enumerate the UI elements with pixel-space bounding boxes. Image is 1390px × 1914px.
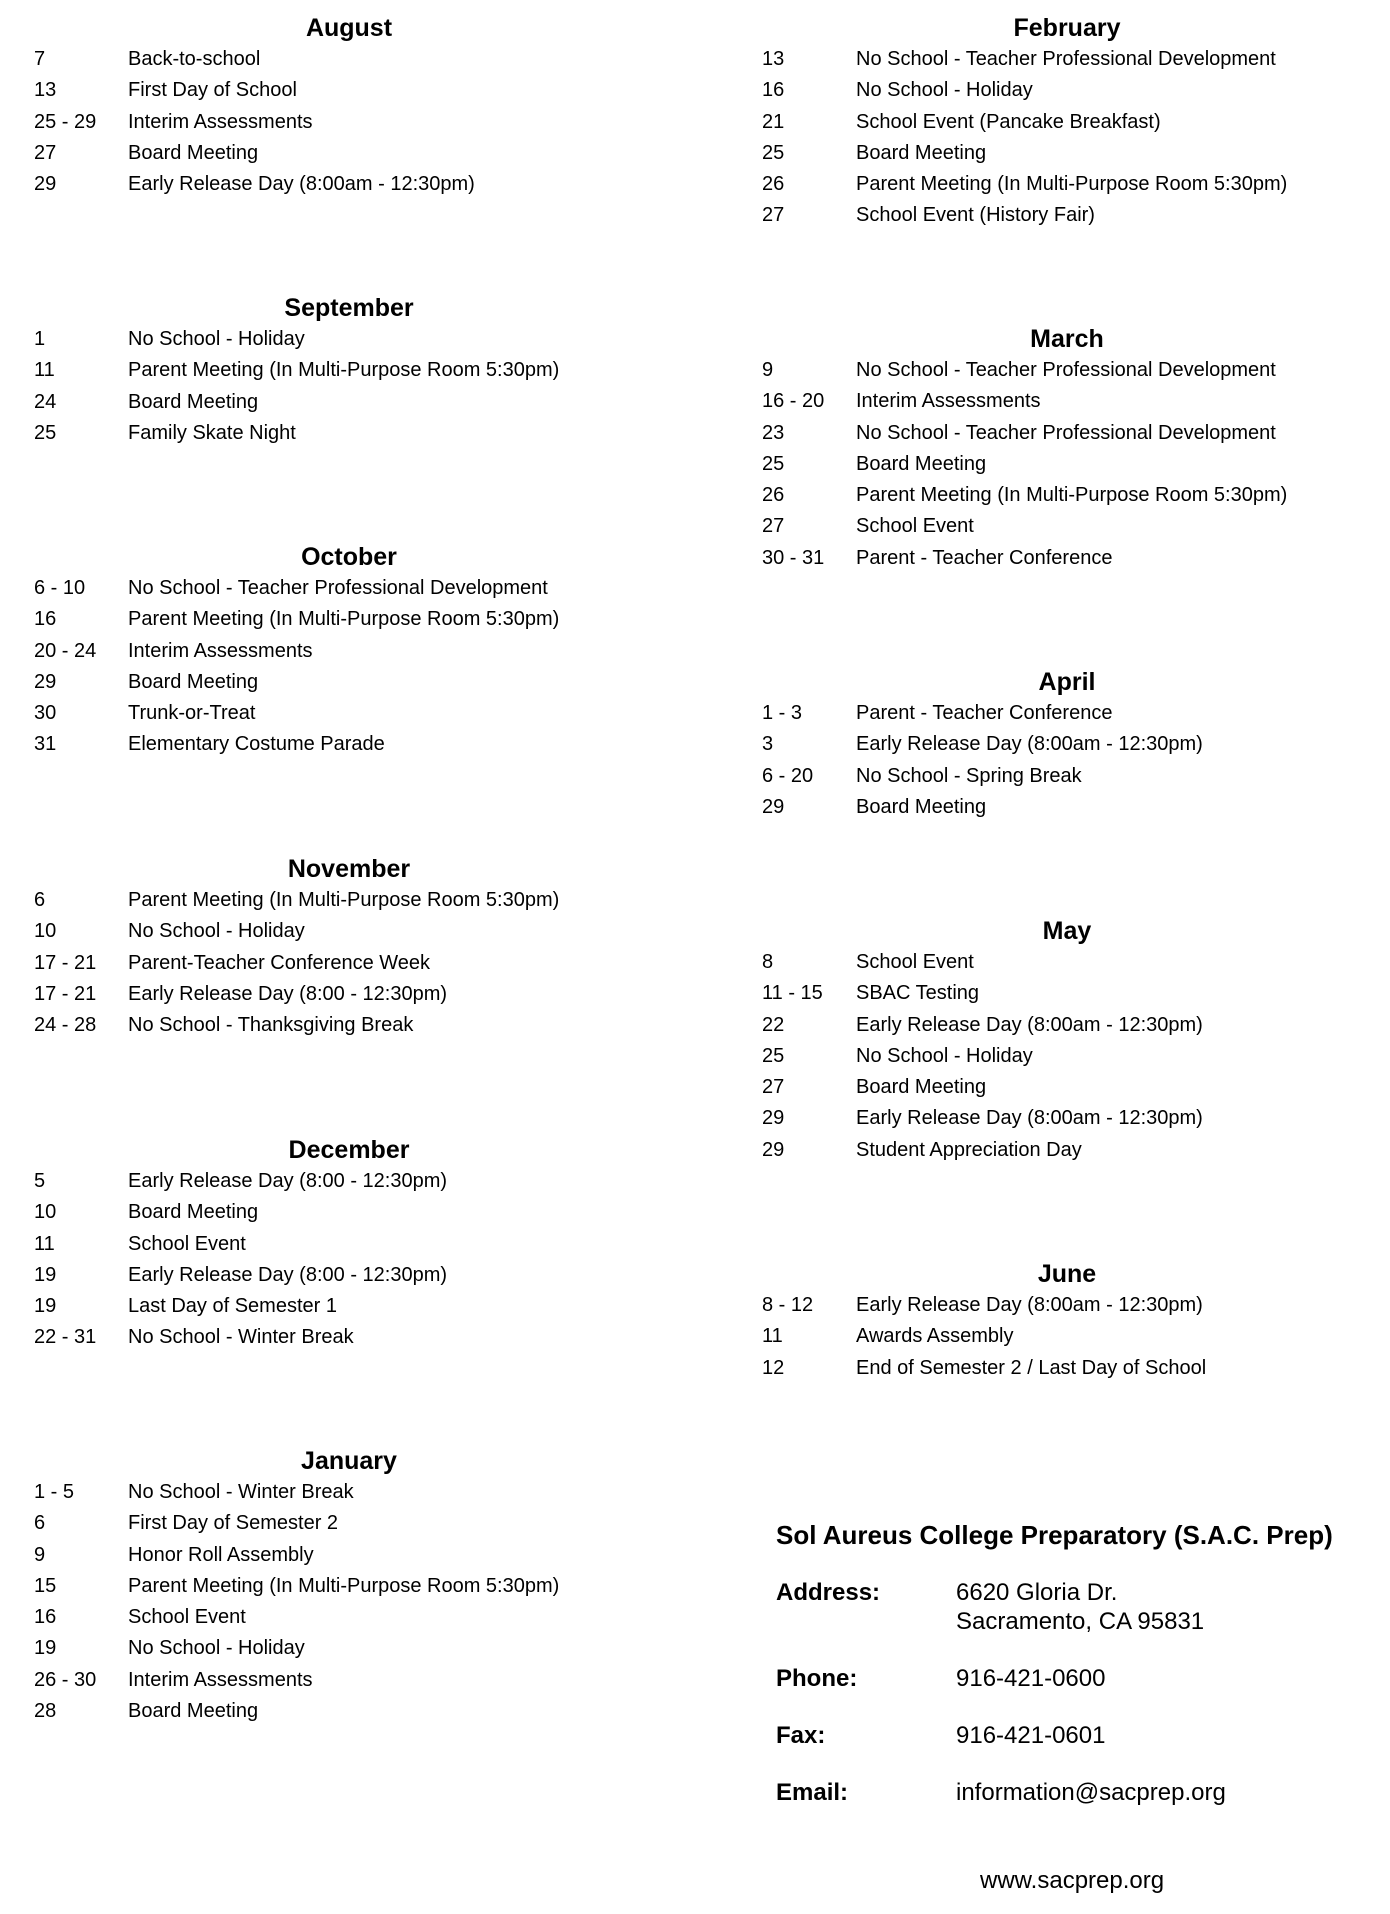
event-description: Interim Assessments	[856, 390, 1041, 413]
event-date: 23	[762, 421, 785, 444]
month-title: May	[1042, 917, 1092, 945]
event-row	[34, 1508, 674, 1539]
event-date: 27	[762, 515, 785, 538]
event-date: 29	[34, 670, 57, 693]
event-date: 5	[34, 1170, 46, 1192]
event-date: 29	[34, 173, 57, 196]
event-date: 16	[762, 79, 785, 102]
event-description: Parent - Teacher Conference	[856, 546, 1113, 569]
event-description: Early Release Day (8:00am - 12:30pm)	[856, 733, 1203, 756]
event-row	[762, 1103, 1382, 1134]
event-row	[34, 355, 674, 386]
event-row	[762, 107, 1382, 138]
event-description: Parent Meeting (In Multi-Purpose Room 5:30pm)	[856, 484, 1288, 507]
event-row	[34, 979, 674, 1010]
event-date: 24 - 28	[34, 1014, 97, 1037]
event-description: No School - Holiday	[856, 1044, 1033, 1067]
event-row	[762, 1353, 1382, 1384]
event-date: 1 - 3	[762, 702, 803, 724]
event-date: 29	[762, 1107, 785, 1130]
event-description: Early Release Day (8:00 - 12:30pm)	[128, 1170, 448, 1192]
event-list	[34, 324, 674, 449]
event-description: Awards Assembly	[856, 1325, 1014, 1348]
event-row	[762, 511, 1382, 542]
month-march	[762, 323, 1382, 574]
event-date: 10	[34, 1201, 57, 1224]
event-description: Trunk-or-Treat	[128, 702, 256, 725]
event-row	[34, 698, 674, 729]
event-date: 6	[34, 889, 46, 911]
event-list	[34, 885, 674, 1041]
event-date: 22 - 31	[34, 1326, 97, 1349]
email-row	[776, 1778, 1376, 1807]
event-date: 25	[762, 141, 785, 164]
address-line-2: Sacramento, CA 95831	[956, 1608, 1205, 1635]
address-value	[956, 1578, 1204, 1636]
event-row	[34, 885, 674, 916]
event-date: 11 - 15	[762, 982, 823, 1005]
event-row	[34, 1665, 674, 1696]
event-list	[34, 1477, 674, 1727]
month-title: March	[1030, 325, 1104, 353]
event-row	[34, 667, 674, 698]
event-description: First Day of School	[128, 79, 297, 102]
event-date: 13	[34, 79, 57, 102]
event-list	[762, 355, 1382, 574]
event-date: 16 - 20	[762, 390, 825, 413]
event-description: Parent Meeting (In Multi-Purpose Room 5:30pm)	[856, 173, 1288, 196]
event-date: 12	[762, 1356, 785, 1379]
event-date: 26 - 30	[34, 1668, 97, 1691]
event-row	[762, 1321, 1382, 1352]
event-description: Early Release Day (8:00am - 12:30pm)	[856, 1013, 1203, 1036]
event-description: School Event	[128, 1606, 246, 1629]
event-date: 3	[762, 733, 774, 756]
address-row	[776, 1578, 1376, 1636]
email-value: information@sacprep.org	[956, 1779, 1226, 1806]
event-date: 16	[34, 1606, 57, 1629]
event-description: Student Appreciation Day	[856, 1138, 1082, 1161]
event-row	[762, 543, 1382, 574]
event-date: 27	[34, 141, 57, 164]
event-description: SBAC Testing	[856, 982, 980, 1005]
fax-row	[776, 1721, 1376, 1750]
event-row	[762, 138, 1382, 169]
event-date: 11	[34, 359, 55, 382]
event-list	[34, 44, 674, 200]
month-title: August	[305, 14, 393, 42]
event-date: 9	[34, 1543, 46, 1566]
event-description: Elementary Costume Parade	[128, 733, 385, 756]
event-description: Parent - Teacher Conference	[856, 702, 1113, 724]
month-november	[34, 853, 674, 1041]
event-row	[762, 480, 1382, 511]
event-description: Last Day of Semester 1	[128, 1295, 337, 1318]
event-date: 30	[34, 702, 57, 725]
month-may	[762, 915, 1382, 1166]
event-row	[34, 1696, 674, 1727]
address-label: Address:	[776, 1579, 881, 1606]
event-date: 15	[34, 1574, 57, 1597]
event-description: No School - Holiday	[128, 1637, 305, 1660]
month-title: October	[301, 543, 397, 571]
month-january	[34, 1445, 674, 1727]
event-date: 9	[762, 359, 774, 381]
event-description: School Event	[856, 951, 974, 973]
event-row	[34, 1260, 674, 1291]
event-date: 13	[762, 48, 785, 70]
event-date: 1 - 5	[34, 1481, 75, 1503]
event-description: No School - Holiday	[128, 920, 305, 943]
month-title: June	[1037, 1260, 1097, 1288]
event-description: Parent Meeting (In Multi-Purpose Room 5:30pm)	[128, 608, 560, 631]
fax-value: 916-421-0601	[956, 1722, 1106, 1749]
event-description: Honor Roll Assembly	[128, 1543, 314, 1566]
event-date: 11	[34, 1232, 55, 1255]
event-date: 19	[34, 1295, 57, 1318]
event-date: 31	[34, 733, 57, 756]
event-row	[762, 792, 1382, 823]
event-date: 29	[762, 795, 785, 818]
event-description: Early Release Day (8:00am - 12:30pm)	[128, 173, 475, 196]
event-row	[762, 1135, 1382, 1166]
month-title: September	[284, 294, 414, 322]
event-description: School Event (Pancake Breakfast)	[856, 110, 1161, 133]
event-date: 6 - 10	[34, 577, 86, 599]
event-description: No School - Teacher Professional Development	[856, 359, 1276, 381]
event-row	[34, 636, 674, 667]
event-description: Board Meeting	[128, 390, 259, 413]
event-row	[762, 729, 1382, 760]
event-date: 25 - 29	[34, 110, 97, 133]
event-date: 27	[762, 1076, 785, 1099]
event-row	[762, 200, 1382, 231]
event-date: 24	[34, 390, 57, 413]
event-list	[762, 698, 1382, 823]
event-date: 1	[34, 328, 46, 350]
event-list	[34, 1166, 674, 1354]
phone-value: 916-421-0600	[956, 1665, 1106, 1692]
event-row	[34, 1291, 674, 1322]
event-description: Board Meeting	[128, 141, 259, 164]
event-row	[34, 1010, 674, 1041]
event-row	[762, 355, 1382, 386]
event-row	[762, 698, 1382, 729]
event-description: Interim Assessments	[128, 1668, 313, 1691]
event-row	[34, 1571, 674, 1602]
event-description: Parent Meeting (In Multi-Purpose Room 5:30pm)	[128, 889, 560, 911]
month-february	[762, 12, 1382, 232]
event-description: Board Meeting	[856, 141, 987, 164]
event-row	[34, 75, 674, 106]
event-row	[34, 418, 674, 449]
event-row	[762, 1010, 1382, 1041]
event-date: 16	[34, 608, 57, 631]
month-december	[34, 1134, 674, 1354]
event-row	[34, 44, 674, 75]
event-description: Interim Assessments	[128, 110, 313, 133]
phone-label: Phone:	[776, 1665, 858, 1692]
event-row	[34, 573, 674, 604]
event-description: Board Meeting	[128, 1201, 259, 1224]
event-list	[762, 947, 1382, 1166]
event-date: 21	[762, 110, 785, 133]
event-row	[34, 169, 674, 200]
event-row	[762, 1041, 1382, 1072]
month-april	[762, 666, 1382, 823]
event-list	[762, 1290, 1382, 1384]
month-title: April	[1038, 668, 1096, 696]
event-description: Board Meeting	[856, 795, 987, 818]
event-description: No School - Winter Break	[128, 1326, 354, 1349]
website-link[interactable]: www.sacprep.org	[980, 1867, 1165, 1894]
month-title: January	[301, 1447, 397, 1475]
month-september	[34, 292, 674, 449]
event-row	[762, 761, 1382, 792]
event-row	[34, 1477, 674, 1508]
event-row	[34, 324, 674, 355]
event-row	[34, 387, 674, 418]
event-row	[34, 107, 674, 138]
event-date: 8	[762, 951, 774, 973]
event-description: Board Meeting	[856, 452, 987, 475]
event-date: 22	[762, 1013, 785, 1036]
event-date: 19	[34, 1637, 57, 1660]
event-description: Parent Meeting (In Multi-Purpose Room 5:30pm)	[128, 359, 560, 382]
event-description: School Event (History Fair)	[856, 204, 1095, 227]
event-list	[34, 573, 674, 761]
event-row	[762, 169, 1382, 200]
event-row	[34, 1166, 674, 1197]
event-date: 25	[34, 421, 57, 444]
event-date: 17 - 21	[34, 982, 97, 1005]
event-row	[34, 1197, 674, 1228]
event-row	[34, 1633, 674, 1664]
event-description: Board Meeting	[856, 1076, 987, 1099]
event-row	[34, 1602, 674, 1633]
month-august	[34, 12, 674, 200]
fax-label: Fax:	[776, 1722, 826, 1749]
event-description: Interim Assessments	[128, 639, 313, 662]
event-date: 11	[762, 1325, 783, 1348]
event-row	[762, 1290, 1382, 1321]
event-description: No School - Teacher Professional Development	[128, 577, 548, 599]
event-description: Early Release Day (8:00am - 12:30pm)	[856, 1107, 1203, 1130]
event-description: Early Release Day (8:00 - 12:30pm)	[128, 982, 448, 1005]
event-row	[34, 916, 674, 947]
event-date: 7	[34, 48, 46, 70]
event-date: 17 - 21	[34, 951, 97, 974]
address-line-1: 6620 Gloria Dr.	[956, 1579, 1118, 1606]
event-description: First Day of Semester 2	[128, 1512, 339, 1535]
event-row	[34, 604, 674, 635]
event-description: Back-to-school	[128, 48, 261, 70]
event-date: 19	[34, 1263, 57, 1286]
event-description: School Event	[856, 515, 974, 538]
event-description: No School - Winter Break	[128, 1481, 354, 1503]
event-description: End of Semester 2 / Last Day of School	[856, 1356, 1207, 1379]
event-date: 20 - 24	[34, 639, 97, 662]
event-description: Parent-Teacher Conference Week	[128, 951, 431, 974]
event-row	[34, 1322, 674, 1353]
month-june	[762, 1258, 1382, 1384]
month-title: November	[287, 855, 411, 883]
month-title: December	[288, 1136, 410, 1164]
event-description: Parent Meeting (In Multi-Purpose Room 5:30pm)	[128, 1574, 560, 1597]
event-row	[762, 75, 1382, 106]
event-description: No School - Teacher Professional Development	[856, 48, 1276, 70]
phone-row	[776, 1664, 1376, 1693]
email-label: Email:	[776, 1779, 849, 1806]
event-row	[762, 978, 1382, 1009]
event-date: 26	[762, 173, 785, 196]
event-row	[34, 1540, 674, 1571]
month-october	[34, 541, 674, 761]
event-description: Early Release Day (8:00am - 12:30pm)	[856, 1294, 1203, 1316]
event-date: 8 - 12	[762, 1294, 814, 1316]
event-date: 6 - 20	[762, 764, 814, 787]
event-description: No School - Teacher Professional Development	[856, 421, 1276, 444]
event-row	[34, 1229, 674, 1260]
event-date: 29	[762, 1138, 785, 1161]
event-list	[762, 44, 1382, 232]
event-description: No School - Holiday	[856, 79, 1033, 102]
event-row	[34, 948, 674, 979]
event-row	[762, 44, 1382, 75]
event-date: 27	[762, 204, 785, 227]
event-row	[762, 947, 1382, 978]
contact-info	[776, 1518, 1376, 1835]
school-name: Sol Aureus College Preparatory (S.A.C. Prep)	[776, 1520, 1333, 1550]
event-date: 28	[34, 1700, 57, 1723]
event-description: School Event	[128, 1232, 246, 1255]
event-description: Family Skate Night	[128, 421, 296, 444]
event-description: No School - Holiday	[128, 328, 305, 350]
event-row	[762, 449, 1382, 480]
event-row	[762, 1072, 1382, 1103]
event-description: Board Meeting	[128, 670, 259, 693]
event-row	[34, 138, 674, 169]
event-description: No School - Spring Break	[856, 764, 1082, 787]
event-row	[34, 729, 674, 760]
month-title: February	[1013, 14, 1121, 42]
event-date: 25	[762, 1044, 785, 1067]
event-date: 6	[34, 1512, 46, 1535]
event-date: 25	[762, 452, 785, 475]
event-date: 10	[34, 920, 57, 943]
event-description: Early Release Day (8:00 - 12:30pm)	[128, 1263, 448, 1286]
event-description: Board Meeting	[128, 1700, 259, 1723]
event-row	[762, 386, 1382, 417]
event-description: No School - Thanksgiving Break	[128, 1014, 414, 1037]
event-date: 26	[762, 484, 785, 507]
event-date: 30 - 31	[762, 546, 825, 569]
event-row	[762, 418, 1382, 449]
